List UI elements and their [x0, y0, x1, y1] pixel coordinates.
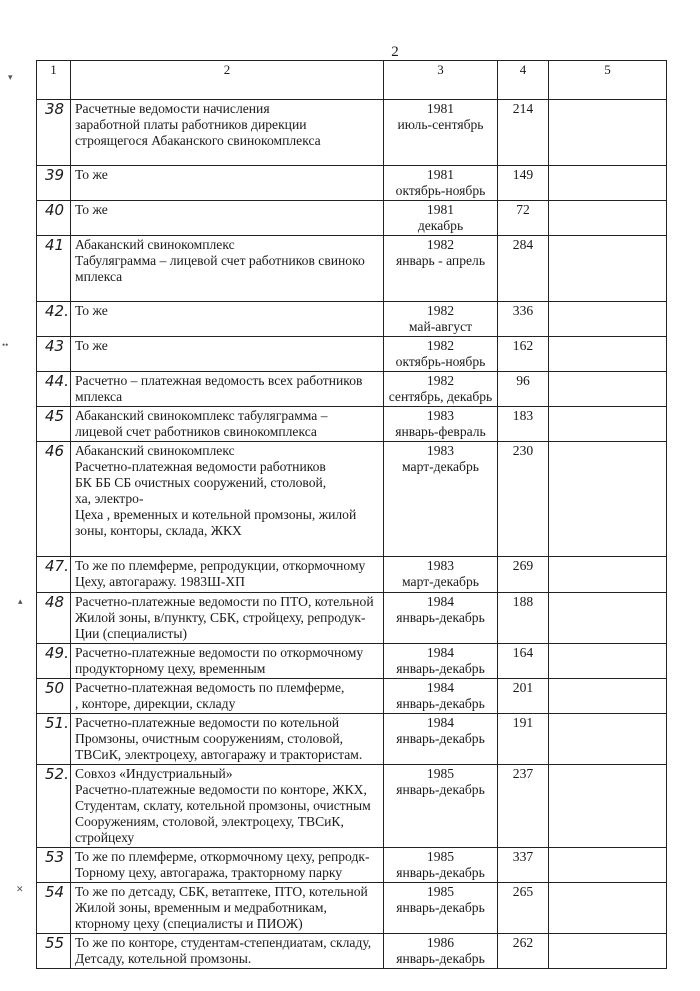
document-title: Расчетно – платежная ведомость всех работников мплекса: [71, 372, 384, 407]
document-title: То же по детсаду, СБК, ветаптеке, ПТО, котельной Жилой зоны, временным и медработникам, кторному цеху (специалисты и ПИОЖ): [71, 883, 384, 934]
page-number: 2: [391, 44, 399, 60]
sheet-count: 162: [498, 337, 549, 372]
date-range: 1985 январь-декабрь: [384, 883, 498, 934]
notes-cell: [549, 934, 667, 969]
document-title: То же: [71, 166, 384, 201]
sheet-count: 214: [498, 100, 549, 166]
table-row: [37, 765, 667, 848]
scan-speck: ▴: [18, 596, 23, 606]
date-range: 1982 май-август: [384, 302, 498, 337]
notes-cell: [549, 166, 667, 201]
date-range: 1982 январь - апрель: [384, 236, 498, 302]
table-row: [37, 166, 667, 201]
column-header-3: 3: [384, 61, 498, 100]
document-title: Расчетно-платежные ведомости по ПТО, котельной Жилой зоны, в/пункту, СБК, стройцеху, репродук- Ции (специалисты): [71, 593, 384, 644]
date-range: 1983 январь-февраль: [384, 407, 498, 442]
date-range: 1983 март-декабрь: [384, 557, 498, 593]
notes-cell: [549, 557, 667, 593]
sheet-count: 336: [498, 302, 549, 337]
document-title: Расчетные ведомости начисления заработной платы работников дирекции строящегося Абаканского свинокомплекса: [71, 100, 384, 166]
table-row: [37, 557, 667, 593]
date-range: 1986 январь-декабрь: [384, 934, 498, 969]
table-row: [37, 442, 667, 557]
row-number: 52.: [37, 765, 71, 848]
row-number: 39: [37, 166, 71, 201]
sheet-count: 72: [498, 201, 549, 236]
table-row: [37, 337, 667, 372]
notes-cell: [549, 765, 667, 848]
table-body: [37, 100, 667, 969]
notes-cell: [549, 407, 667, 442]
notes-cell: [549, 883, 667, 934]
sheet-count: 284: [498, 236, 549, 302]
date-range: 1981 июль-сентябрь: [384, 100, 498, 166]
document-title: То же по конторе, студентам-степендиатам, складу, Детсаду, котельной промзоны.: [71, 934, 384, 969]
table-row: [37, 100, 667, 166]
table-row: [37, 407, 667, 442]
table-row: [37, 236, 667, 302]
notes-cell: [549, 714, 667, 765]
row-number: 45: [37, 407, 71, 442]
sheet-count: 265: [498, 883, 549, 934]
row-number: 50: [37, 679, 71, 714]
row-number: 55: [37, 934, 71, 969]
row-number: 54: [37, 883, 71, 934]
notes-cell: [549, 302, 667, 337]
date-range: 1983 март-декабрь: [384, 442, 498, 557]
notes-cell: [549, 679, 667, 714]
notes-cell: [549, 100, 667, 166]
date-range: 1985 январь-декабрь: [384, 765, 498, 848]
document-title: Расчетно-платежные ведомости по откормочному продукторному цеху, временным: [71, 644, 384, 679]
document-title: То же: [71, 337, 384, 372]
column-header-2: 2: [71, 61, 384, 100]
notes-cell: [549, 236, 667, 302]
row-number: 43: [37, 337, 71, 372]
sheet-count: 262: [498, 934, 549, 969]
sheet-count: 269: [498, 557, 549, 593]
header-row: [37, 61, 667, 100]
document-title: Абаканский свинокомплекс Табуляграмма – лицевой счет работников свиноко мплекса: [71, 236, 384, 302]
sheet-count: 183: [498, 407, 549, 442]
notes-cell: [549, 337, 667, 372]
notes-cell: [549, 644, 667, 679]
sheet-count: 149: [498, 166, 549, 201]
row-number: 42.: [37, 302, 71, 337]
scan-speck: ✕: [16, 884, 24, 894]
date-range: 1984 январь-декабрь: [384, 679, 498, 714]
scan-speck: ••: [2, 340, 9, 350]
column-header-5: 5: [549, 61, 667, 100]
date-range: 1981 декабрь: [384, 201, 498, 236]
document-title: То же по племферме, репродукции, откормочному Цеху, автогаражу. 1983Ш-ХП: [71, 557, 384, 593]
date-range: 1985 январь-декабрь: [384, 848, 498, 883]
notes-cell: [549, 201, 667, 236]
column-header-4: 4: [498, 61, 549, 100]
sheet-count: 201: [498, 679, 549, 714]
document-title: То же по племферме, откормочному цеху, репродк- Торному цеху, автогаража, тракторному парку: [71, 848, 384, 883]
row-number: 48: [37, 593, 71, 644]
table-row: [37, 883, 667, 934]
date-range: 1984 январь-декабрь: [384, 644, 498, 679]
table-row: [37, 714, 667, 765]
scan-speck: ▾: [8, 72, 13, 82]
row-number: 51.: [37, 714, 71, 765]
document-title: Расчетно-платежные ведомости по котельной Промзоны, очистным сооружениям, столовой, ТВСиК, электроцеху, автогаражу и трактористам.: [71, 714, 384, 765]
sheet-count: 191: [498, 714, 549, 765]
table-row: [37, 679, 667, 714]
table-row: [37, 934, 667, 969]
row-number: 49.: [37, 644, 71, 679]
row-number: 53: [37, 848, 71, 883]
row-number: 47.: [37, 557, 71, 593]
notes-cell: [549, 593, 667, 644]
row-number: 40: [37, 201, 71, 236]
date-range: 1982 сентябрь, декабрь: [384, 372, 498, 407]
sheet-count: 230: [498, 442, 549, 557]
document-title: Совхоз «Индустриальный» Расчетно-платежные ведомости по конторе, ЖКХ, Студентам, склату, котельной промзоны, очистным Сооружениям, столовой, электроцеху, ТВСиК, стройцеху: [71, 765, 384, 848]
notes-cell: [549, 442, 667, 557]
row-number: 41: [37, 236, 71, 302]
table-row: [37, 201, 667, 236]
row-number: 46: [37, 442, 71, 557]
table-row: [37, 372, 667, 407]
notes-cell: [549, 372, 667, 407]
document-title: Расчетно-платежная ведомость по племферме, , конторе, дирекции, складу: [71, 679, 384, 714]
date-range: 1984 январь-декабрь: [384, 593, 498, 644]
sheet-count: 164: [498, 644, 549, 679]
document-title: То же: [71, 302, 384, 337]
document-title: То же: [71, 201, 384, 236]
table-row: [37, 593, 667, 644]
sheet-count: 237: [498, 765, 549, 848]
sheet-count: 96: [498, 372, 549, 407]
document-title: Абаканский свинокомплекс табуляграмма – лицевой счет работников свинокомплекса: [71, 407, 384, 442]
sheet-count: 188: [498, 593, 549, 644]
table-row: [37, 848, 667, 883]
date-range: 1984 январь-декабрь: [384, 714, 498, 765]
date-range: 1982 октябрь-ноябрь: [384, 337, 498, 372]
row-number: 44.: [37, 372, 71, 407]
row-number: 38: [37, 100, 71, 166]
table-row: [37, 302, 667, 337]
column-header-1: 1: [37, 61, 71, 100]
date-range: 1981 октябрь-ноябрь: [384, 166, 498, 201]
sheet-count: 337: [498, 848, 549, 883]
table-row: [37, 644, 667, 679]
document-title: Абаканский свинокомплекс Расчетно-платежная ведомости работников БК ББ СБ очистных сооружений, столовой, ха, электро- Цеха , временных и котельной промзоны, жилой зоны, конторы, склада, ЖКХ: [71, 442, 384, 557]
notes-cell: [549, 848, 667, 883]
inventory-table: [36, 60, 667, 969]
